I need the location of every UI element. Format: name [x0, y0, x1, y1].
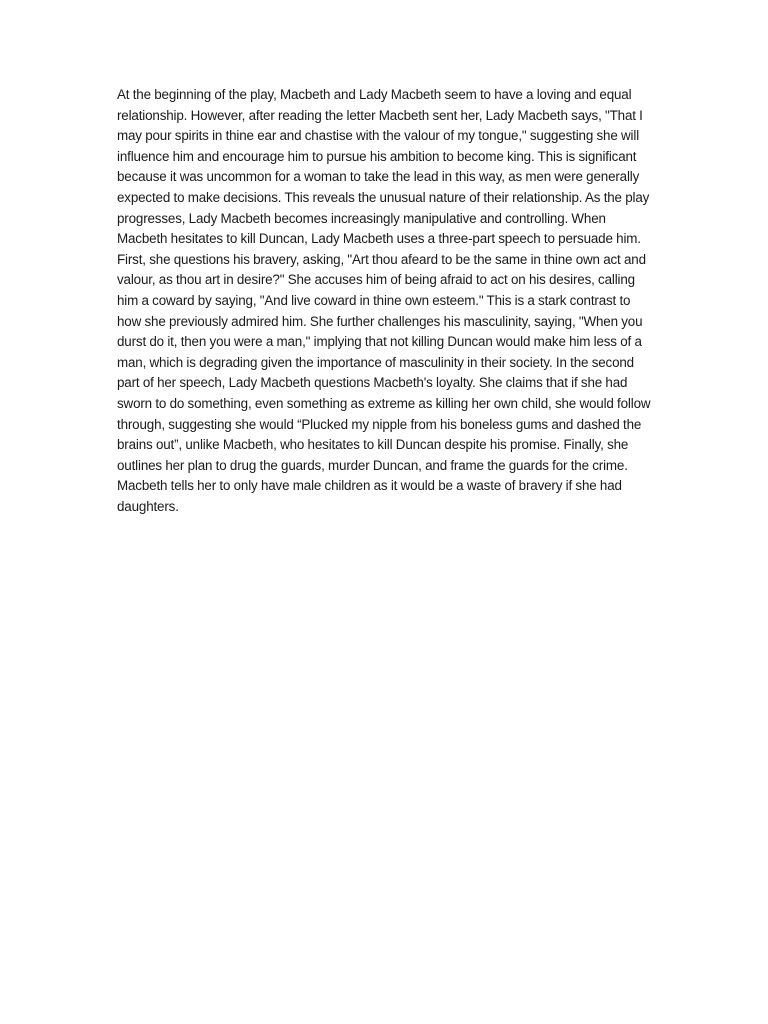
- body-paragraph: At the beginning of the play, Macbeth and Lady Macbeth seem to have a loving and equal relationship. However, after reading the letter Macbeth sent her, Lady Macbeth says, "That I may pour spirits in thine ear and chastise with the valour of my tongue," suggesting she will influence him and encourage him to pursue his ambition to become king. This is significant because it was uncommon for a woman to take the lead in this way, as men were generally expected to make decisions. This reveals the unusual nature of their relationship. As the play progresses, Lady Macbeth becomes increasingly manipulative and controlling. When Macbeth hesitates to kill Duncan, Lady Macbeth uses a three-part speech to persuade him. First, she questions his bravery, asking, "Art thou afeard to be the same in thine own act and valour, as thou art in desire?" She accuses him of being afraid to act on his desires, calling him a coward by saying, "And live coward in thine own esteem." This is a stark contrast to how she previously admired him. She further challenges his masculinity, saying, "When you durst do it, then you were a man," implying that not killing Duncan would make him less of a man, which is degrading given the importance of masculinity in their society. In the second part of her speech, Lady Macbeth questions Macbeth's loyalty. She claims that if she had sworn to do something, even something as extreme as killing her own child, she would follow through, suggesting she would “Plucked my nipple from his boneless gums and dashed the brains out”, unlike Macbeth, who hesitates to kill Duncan despite his promise. Finally, she outlines her plan to drug the guards, murder Duncan, and frame the guards for the crime. Macbeth tells her to only have male children as it would be a waste of bravery if she had daughters.: [117, 87, 651, 514]
